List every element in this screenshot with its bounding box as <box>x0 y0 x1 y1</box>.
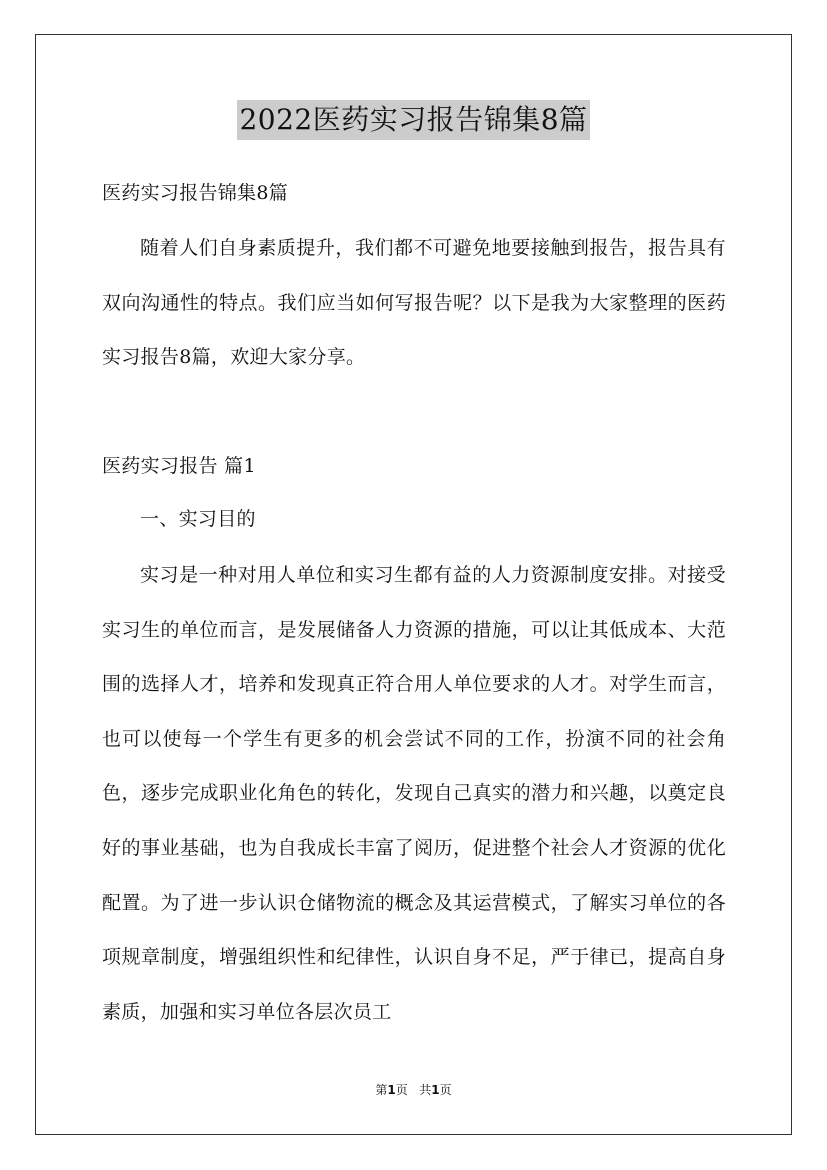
intro-paragraph: 随着人们自身素质提升，我们都不可避免地要接触到报告，报告具有双向沟通性的特点。我们应当如何写报告呢？以下是我为大家整理的医药实习报告8篇，欢迎大家分享。 <box>102 237 726 369</box>
footer-total-prefix: 共 <box>419 1083 432 1097</box>
document-title: 2022医药实习报告锦集8篇 <box>237 100 589 140</box>
item-heading: 一、实习目的 <box>140 508 256 530</box>
footer-page-prefix: 第 <box>375 1083 388 1097</box>
footer-total-number: 1 <box>431 1083 440 1097</box>
footer-page-number: 1 <box>387 1083 396 1097</box>
body-paragraph: 实习是一种对用人单位和实习生都有益的人力资源制度安排。对接受实习生的单位而言，是发展储备人力资源的措施，可以让其低成本、大范围的选择人才，培养和发现真正符合用人单位要求的人才。对学生而言，也可以使每一个学生有更多的机会尝试不同的工作，扮演不同的社会角色，逐步完成职业化角色的转化，发现自己真实的潜力和兴趣，以奠定良好的事业基础，也为自我成长丰富了阅历，促进整个社会人才资源的优化配置。为了进一步认识仓储物流的概念及其运营模式，了解实习单位的各项规章制度，增强组织性和纪律性，认识自身不足，严于律已，提高自身素质，加强和实习单位各层次员工 <box>102 564 726 1023</box>
title-container <box>0 100 827 140</box>
footer-page-suffix: 页 <box>395 1083 408 1097</box>
footer-total-suffix: 页 <box>439 1083 452 1097</box>
page-footer <box>0 1082 827 1098</box>
section-heading: 医药实习报告 篇1 <box>102 455 256 477</box>
document-subtitle: 医药实习报告锦集8篇 <box>102 182 289 204</box>
